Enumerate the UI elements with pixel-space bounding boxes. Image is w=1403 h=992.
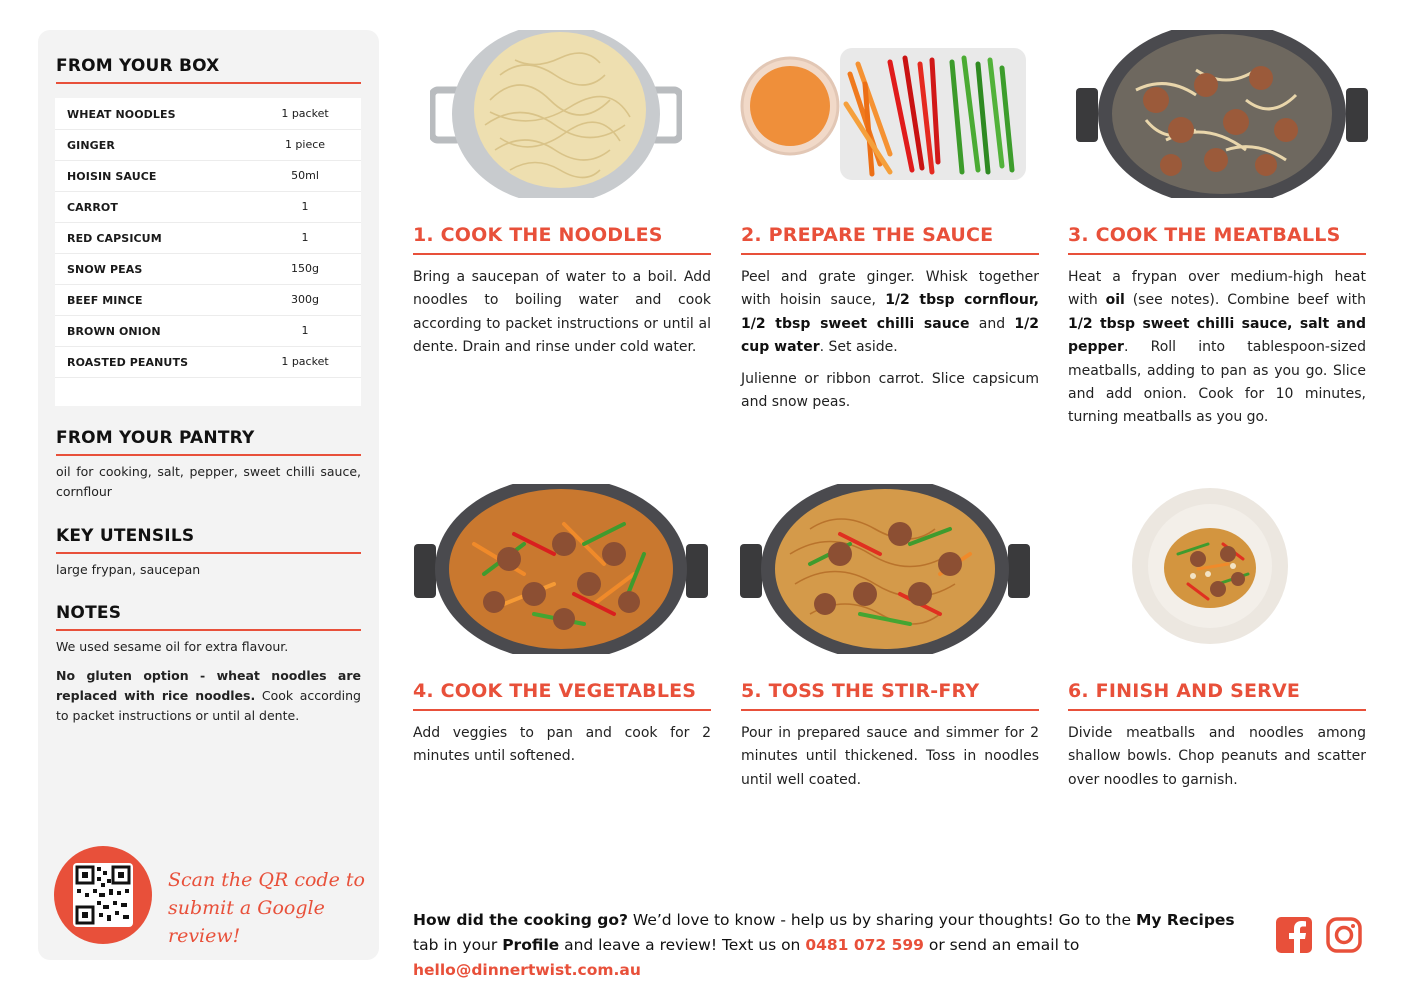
step-3-text: Heat a frypan over medium-high heat with oil (see notes). Combine beef with 1/2 tbsp sweet chilli sauce, salt and pepper. Roll into tablespoon-sized meatballs, adding to pan as you go. Slice and add onion. Cook for 10 minutes, turning meatballs as you go. (1068, 269, 1367, 426)
review-footer: How did the cooking go? We’d love to know - help us by sharing your thoughts! Go to the My Recipes tab in your Profile and leave a review! Text us on 0481 072 599 or send an email to hello@dinnertwist.com.au (413, 911, 1235, 979)
ingredient-row: ROASTED PEANUTS 1 packet (55, 346, 361, 378)
step-1-rule (413, 253, 711, 255)
ingredient-row: GINGER 1 piece (55, 129, 361, 161)
box-heading-rule (56, 82, 361, 84)
ingredient-row: RED CAPSICUM 1 (55, 222, 361, 254)
ingredient-row: CARROT 1 (55, 191, 361, 223)
step-6-rule (1068, 709, 1366, 711)
photo-served-bowl (1128, 484, 1292, 648)
qr-callout-line-1: Scan the QR code to (168, 869, 365, 891)
step-5-text: Pour in prepared sauce and simmer for 2 minutes until thickened. Toss in noodles until well coated. (741, 725, 1039, 788)
photo-meatballs-in-pan (1076, 30, 1368, 198)
qr-code-icon[interactable] (73, 863, 133, 927)
step-5-title: 5. TOSS THE STIR-FRY (741, 680, 980, 702)
notes-gluten-bold: No gluten option - wheat noodles are replaced with rice noodles. (56, 668, 361, 703)
step-4-title: 4. COOK THE VEGETABLES (413, 680, 697, 702)
pantry-heading: FROM YOUR PANTRY (56, 428, 255, 448)
step-6-title: 6. FINISH AND SERVE (1068, 680, 1301, 702)
step-5-rule (741, 709, 1039, 711)
qr-callout-line-2: submit a Google review! (168, 897, 325, 947)
step-4-rule (413, 709, 711, 711)
step-1-text: Bring a saucepan of water to a boil. Add noodles to boiling water and cook according to packet instructions or until al dente. Drain and rinse under cold water. (413, 269, 711, 356)
ingredients-table (55, 98, 361, 406)
photo-stir-fry-tossed (740, 484, 1030, 654)
step-2-text-2: Julienne or ribbon carrot. Slice capsicum and snow peas. (741, 371, 1039, 411)
footer-my-recipes: My Recipes (1135, 911, 1235, 929)
ingredient-row: SNOW PEAS 150g (55, 253, 361, 285)
ingredient-row: HOISIN SAUCE 50ml (55, 160, 361, 192)
email-link[interactable]: hello@dinnertwist.com.au (413, 961, 641, 979)
ingredient-row: BROWN ONION 1 (55, 315, 361, 347)
notes-heading: NOTES (56, 603, 122, 623)
photo-vegetables-in-pan (414, 484, 708, 654)
step-4-text: Add veggies to pan and cook for 2 minutes until softened. (413, 725, 711, 765)
pantry-heading-rule (56, 454, 361, 456)
utensils-heading: KEY UTENSILS (56, 526, 195, 546)
pantry-text: oil for cooking, salt, pepper, sweet chilli sauce, cornflour (56, 464, 361, 499)
photo-cooked-noodles-pot (430, 30, 682, 198)
utensils-heading-rule (56, 552, 361, 554)
box-heading: FROM YOUR BOX (56, 56, 220, 76)
qr-badge (54, 846, 152, 944)
ingredient-row: WHEAT NOODLES 1 packet (55, 98, 361, 130)
step-1-title: 1. COOK THE NOODLES (413, 224, 663, 246)
notes-text-1: We used sesame oil for extra flavour. (56, 639, 289, 654)
step-3-title: 3. COOK THE MEATBALLS (1068, 224, 1341, 246)
instagram-icon[interactable] (1326, 917, 1362, 953)
step-2-title: 2. PREPARE THE SAUCE (741, 224, 994, 246)
notes-gluten-rest: Cook according to packet instructions or until al dente. (56, 688, 361, 723)
step-3-rule (1068, 253, 1366, 255)
footer-profile: Profile (502, 936, 560, 954)
utensils-text: large frypan, saucepan (56, 562, 201, 577)
notes-text-2 (56, 666, 361, 726)
footer-question: How did the cooking go? (413, 911, 628, 929)
facebook-icon[interactable] (1276, 917, 1312, 953)
step-2-rule (741, 253, 1039, 255)
step-2-text: Peel and grate ginger. Whisk together with hoisin sauce, 1/2 tbsp cornflour, 1/2 tbsp sweet chilli sauce and 1/2 cup water. Set aside. (741, 269, 1040, 356)
notes-heading-rule (56, 629, 361, 631)
photo-sauce-and-vegetables (740, 44, 1030, 184)
phone-link[interactable]: 0481 072 599 (805, 936, 924, 954)
ingredient-row: BEEF MINCE 300g (55, 284, 361, 316)
qr-callout (168, 866, 368, 950)
step-6-text: Divide meatballs and noodles among shallow bowls. Chop peanuts and scatter over noodles to garnish. (1068, 725, 1366, 788)
ingredients-sidebar (38, 30, 379, 960)
